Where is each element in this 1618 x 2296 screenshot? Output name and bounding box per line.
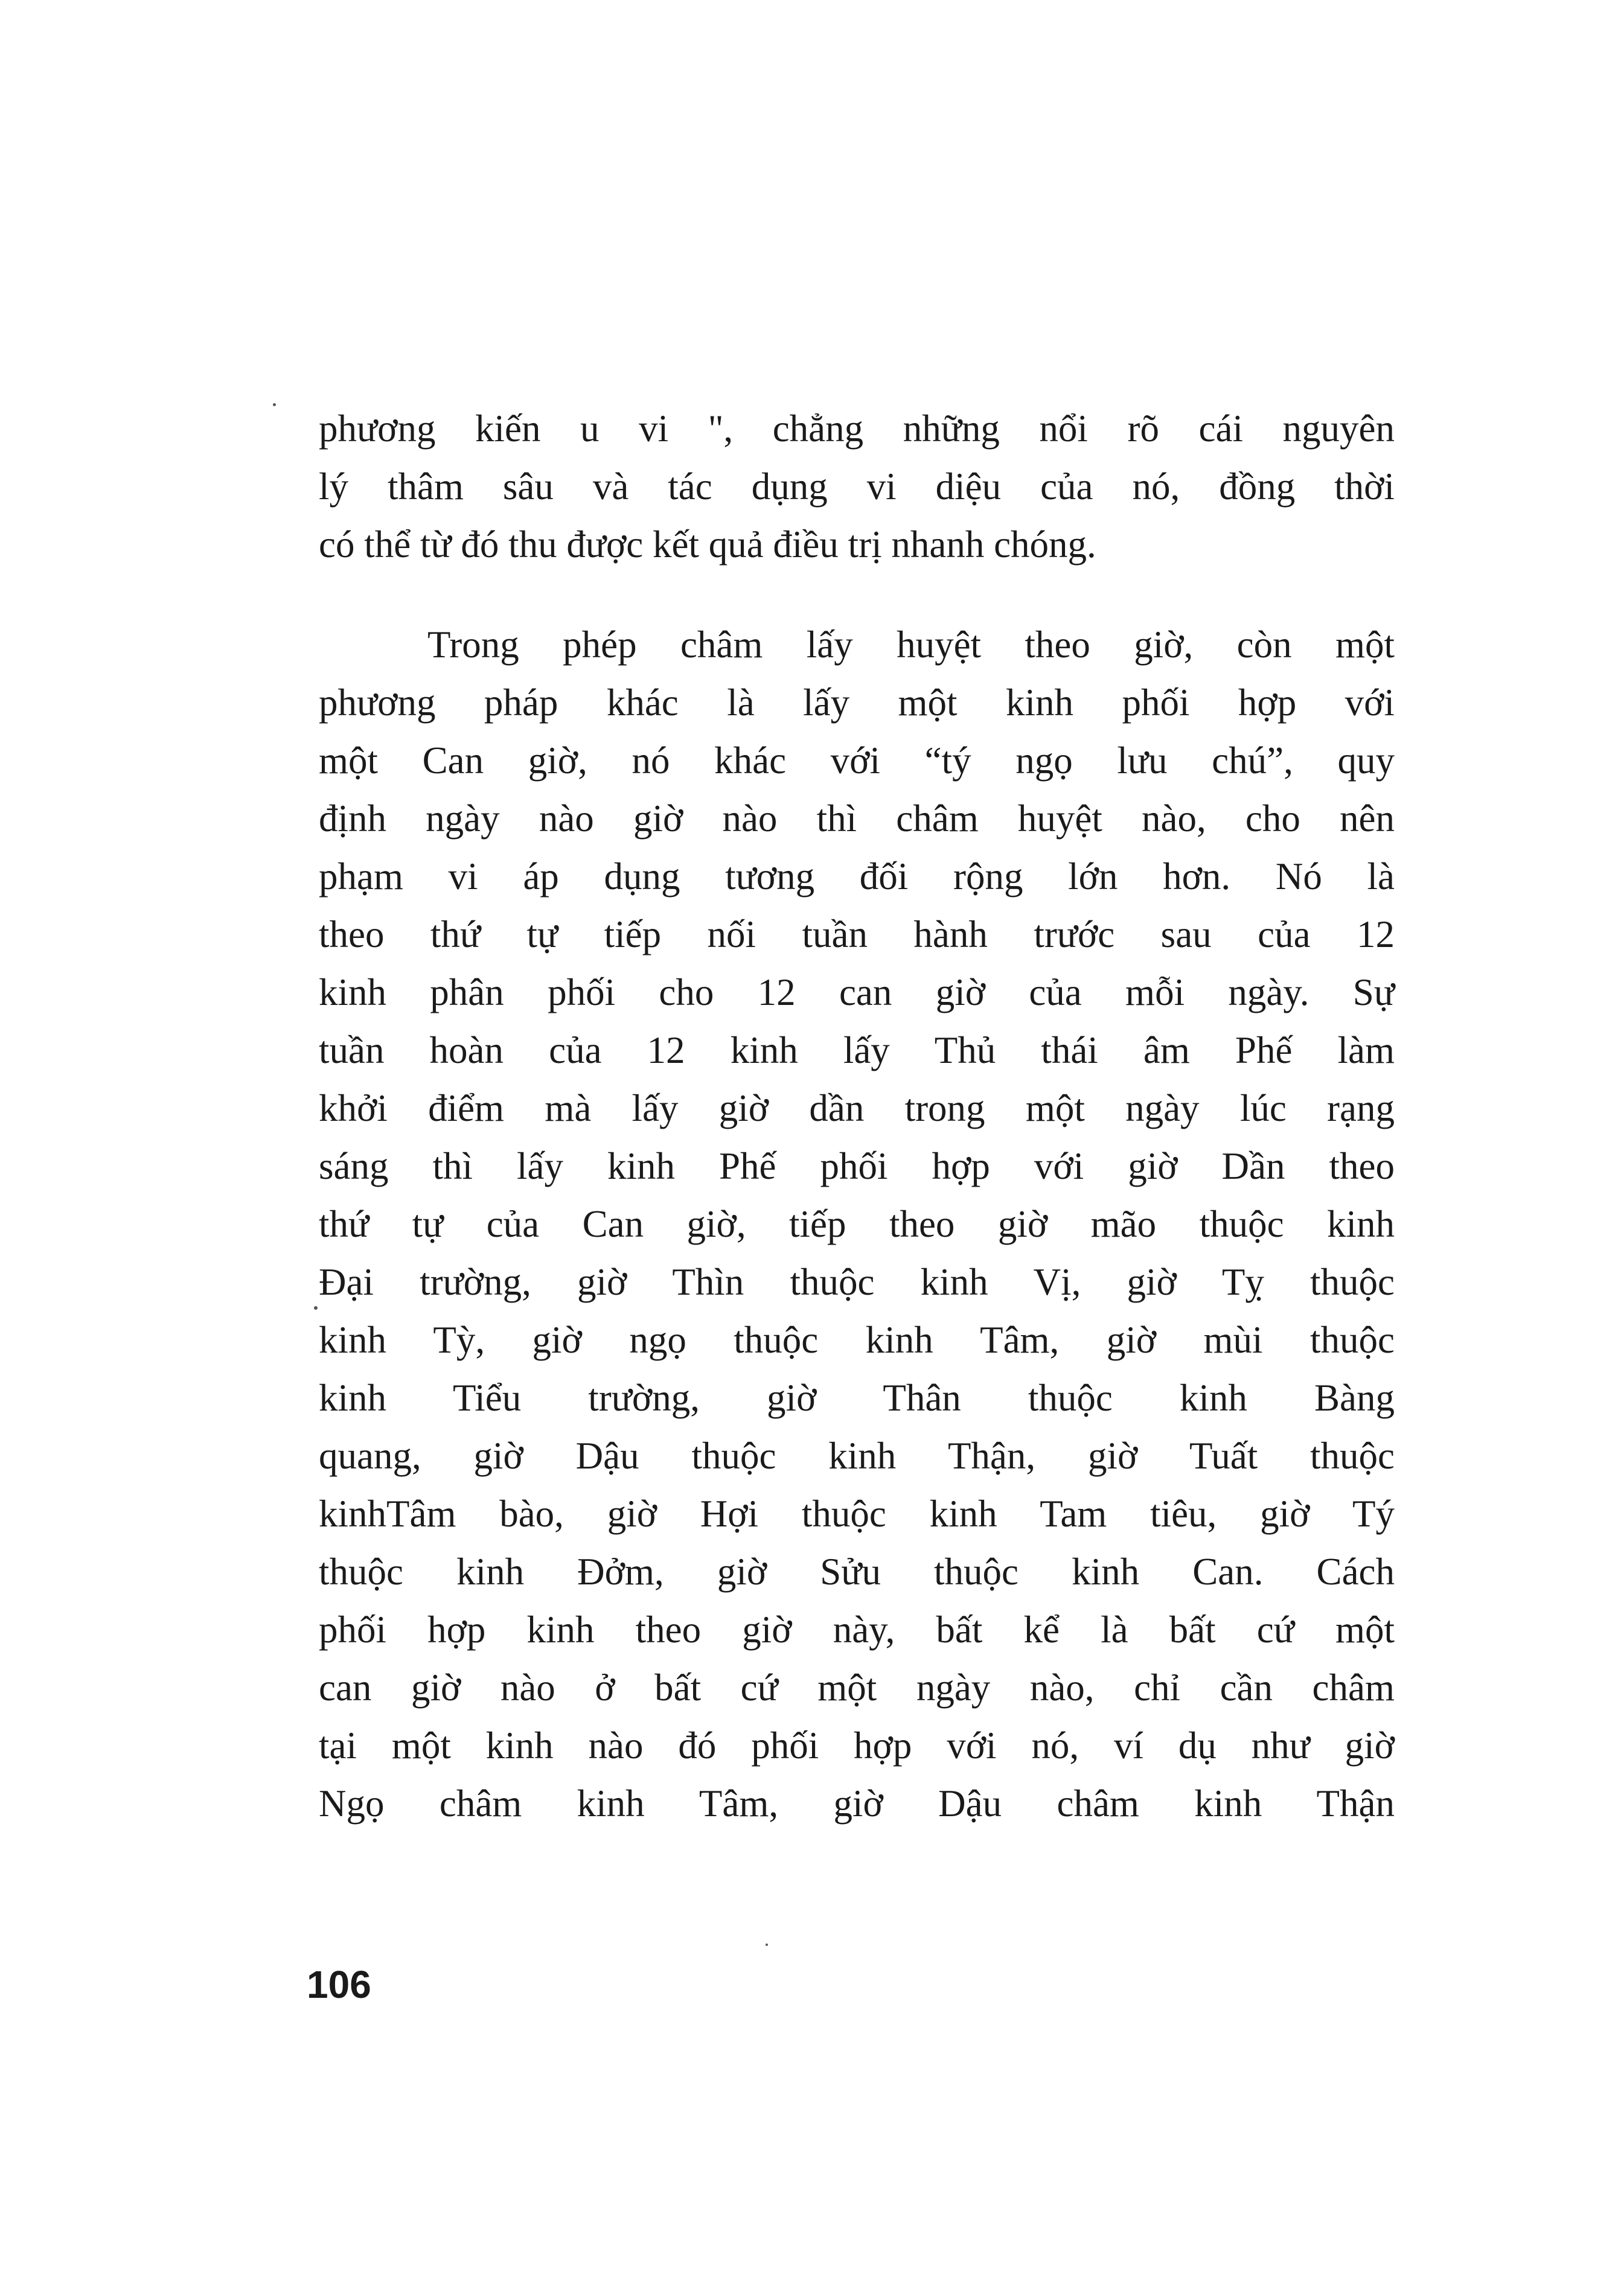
text-line: kinh Tỳ, giờ ngọ thuộc kinh Tâm, giờ mùi thuộc: [319, 1319, 1395, 1361]
text-line: phương pháp khác là lấy một kinh phối hợp với: [319, 681, 1395, 724]
text-line: kinhTâm bào, giờ Hợi thuộc kinh Tam tiêu, giờ Tý: [319, 1493, 1395, 1535]
text-line: tuần hoàn của 12 kinh lấy Thủ thái âm Phế làm: [319, 1029, 1395, 1071]
text-line: phạm vi áp dụng tương đối rộng lớn hơn. Nó là: [319, 855, 1395, 898]
scan-speck: [273, 403, 276, 406]
text-line: định ngày nào giờ nào thì châm huyệt nào, cho nên: [319, 797, 1395, 840]
text-line: khởi điểm mà lấy giờ dần trong một ngày lúc rạng: [319, 1087, 1395, 1129]
text-line: Trong phép châm lấy huyệt theo giờ, còn một: [427, 623, 1395, 666]
text-line: lý thâm sâu và tác dụng vi diệu của nó, đồng thời: [319, 465, 1395, 508]
text-line: theo thứ tự tiếp nối tuần hành trước sau của 12: [319, 913, 1395, 955]
scan-speck: [766, 1944, 768, 1946]
text-line: phương kiến u vi ", chẳng những nổi rõ cái nguyên: [319, 407, 1395, 450]
text-line: sáng thì lấy kinh Phế phối hợp với giờ Dần theo: [319, 1145, 1395, 1187]
text-line: tại một kinh nào đó phối hợp với nó, ví dụ như giờ: [319, 1724, 1395, 1767]
text-line: Đại trường, giờ Thìn thuộc kinh Vị, giờ Tỵ thuộc: [319, 1261, 1395, 1303]
text-line: kinh Tiểu trường, giờ Thân thuộc kinh Bàng: [319, 1377, 1395, 1419]
text-line: quang, giờ Dậu thuộc kinh Thận, giờ Tuất thuộc: [319, 1435, 1395, 1477]
paragraph-main: [319, 616, 1395, 1832]
text-line: có thể từ đó thu được kết quả điều trị nhanh chóng.: [319, 523, 1096, 566]
page-number: 106: [307, 1963, 371, 2006]
text-line: thuộc kinh Đởm, giờ Sửu thuộc kinh Can. Cách: [319, 1551, 1395, 1593]
text-line: Ngọ châm kinh Tâm, giờ Dậu châm kinh Thận: [319, 1782, 1395, 1825]
paragraph-continued: [319, 400, 1395, 573]
scan-speck: [314, 1306, 318, 1310]
text-line: can giờ nào ở bất cứ một ngày nào, chỉ cần châm: [319, 1666, 1395, 1709]
text-line: phối hợp kinh theo giờ này, bất kể là bất cứ một: [319, 1609, 1395, 1651]
text-line: thứ tự của Can giờ, tiếp theo giờ mão thuộc kinh: [319, 1203, 1395, 1245]
text-line: kinh phân phối cho 12 can giờ của mỗi ngày. Sự: [319, 971, 1395, 1013]
text-line: một Can giờ, nó khác với “tý ngọ lưu chú”, quy: [319, 739, 1395, 782]
